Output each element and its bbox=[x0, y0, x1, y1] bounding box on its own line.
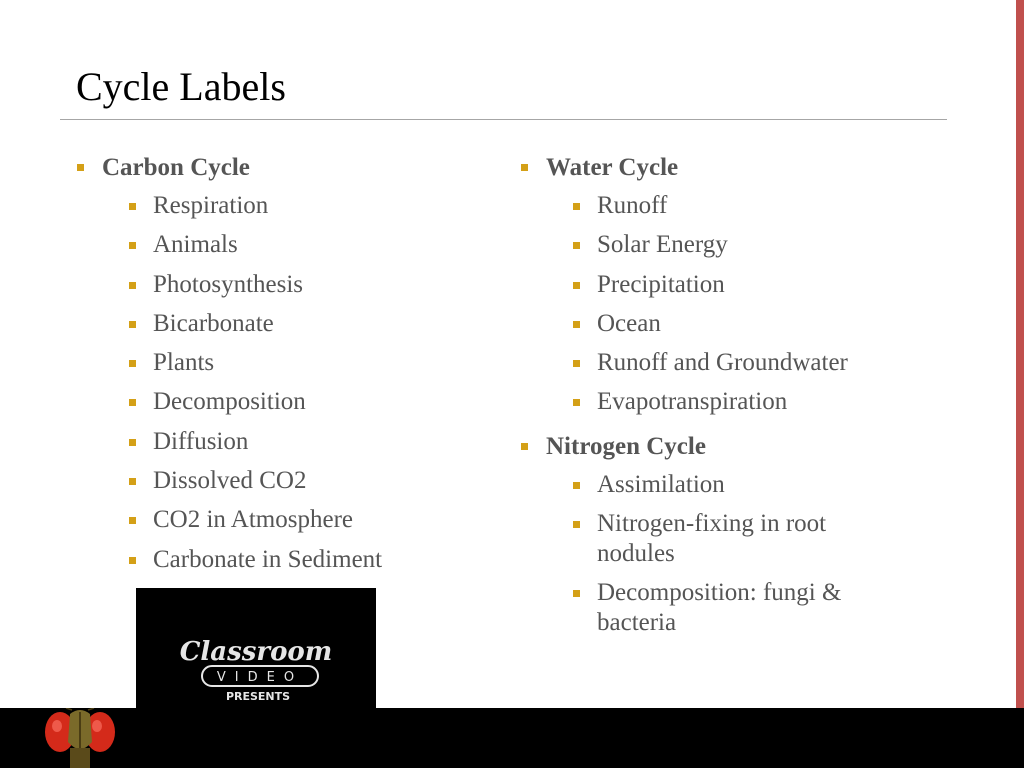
classroom-video-logo bbox=[136, 588, 376, 768]
video-thumbnail[interactable] bbox=[136, 588, 376, 768]
water-cycle-heading bbox=[520, 152, 940, 183]
logo-line2: VIDEO bbox=[216, 670, 304, 685]
list-item bbox=[76, 191, 476, 221]
bullet-icon bbox=[573, 521, 580, 528]
bullet-icon bbox=[129, 399, 136, 406]
fly-icon bbox=[40, 708, 120, 768]
bullet-icon bbox=[129, 321, 136, 328]
bullet-icon bbox=[129, 360, 136, 367]
right-accent-bar bbox=[1016, 0, 1024, 708]
list-item-label: Diffusion bbox=[153, 427, 249, 455]
list-item-label: Carbonate in Sediment bbox=[153, 545, 383, 573]
list-item-label: Respiration bbox=[153, 192, 269, 219]
list-item bbox=[76, 545, 476, 575]
list-item bbox=[76, 387, 476, 417]
bullet-icon bbox=[573, 203, 580, 210]
bullet-icon bbox=[129, 282, 136, 289]
bullet-icon bbox=[573, 321, 580, 328]
water-nitrogen-column bbox=[520, 152, 940, 648]
list-item bbox=[76, 270, 476, 300]
nitrogen-heading-label: Nitrogen Cycle bbox=[546, 432, 706, 460]
list-item bbox=[520, 509, 857, 569]
bullet-icon bbox=[573, 282, 580, 289]
bullet-icon bbox=[521, 164, 528, 171]
list-item-label: Animals bbox=[153, 231, 238, 259]
carbon-column bbox=[76, 152, 476, 584]
list-item-label: CO2 in Atmosphere bbox=[153, 506, 353, 534]
list-item-label: Plants bbox=[153, 349, 215, 377]
list-item bbox=[520, 578, 857, 638]
bullet-icon bbox=[521, 443, 528, 450]
list-item bbox=[520, 230, 940, 260]
list-item-label: Bicarbonate bbox=[153, 309, 274, 337]
water-heading-label: Water Cycle bbox=[546, 154, 679, 181]
list-item bbox=[520, 348, 940, 378]
list-item bbox=[76, 427, 476, 457]
list-item bbox=[76, 348, 476, 378]
list-item bbox=[76, 466, 476, 496]
bullet-icon bbox=[129, 478, 136, 485]
bullet-icon bbox=[573, 242, 580, 249]
list-item-label: Photosynthesis bbox=[153, 270, 304, 298]
bullet-icon bbox=[573, 399, 580, 406]
list-item-label: Decomposition bbox=[153, 388, 306, 416]
list-item-label: Runoff and Groundwater bbox=[597, 349, 848, 377]
bullet-icon bbox=[573, 360, 580, 367]
list-item bbox=[76, 230, 476, 260]
bullet-icon bbox=[129, 439, 136, 446]
list-item-label: Solar Energy bbox=[597, 231, 728, 259]
list-item-label: Ocean bbox=[597, 309, 661, 337]
list-item bbox=[520, 387, 940, 417]
bullet-icon bbox=[77, 164, 84, 171]
nitrogen-cycle-heading bbox=[520, 431, 940, 462]
title-divider bbox=[60, 119, 947, 120]
carbon-heading-label: Carbon Cycle bbox=[102, 154, 250, 181]
logo-line1: Classroom bbox=[179, 637, 333, 667]
bullet-icon bbox=[129, 557, 136, 564]
carbon-items-list bbox=[76, 191, 476, 575]
list-item bbox=[520, 270, 940, 300]
water-items-list bbox=[520, 191, 940, 417]
logo-line3: PRESENTS bbox=[225, 690, 291, 703]
list-item-label: Runoff bbox=[597, 192, 668, 219]
list-item bbox=[76, 309, 476, 339]
carbon-cycle-heading bbox=[76, 152, 476, 183]
list-item-label: Precipitation bbox=[597, 270, 725, 298]
bullet-icon bbox=[573, 590, 580, 597]
bullet-icon bbox=[129, 242, 136, 249]
list-item bbox=[520, 191, 940, 221]
bullet-icon bbox=[129, 517, 136, 524]
slide-title: Cycle Labels bbox=[76, 64, 286, 109]
list-item-label: Decomposition: fungi & bacteria bbox=[597, 579, 842, 637]
list-item bbox=[520, 470, 940, 500]
list-item-label: Evapotranspiration bbox=[597, 388, 788, 416]
list-item-label: Dissolved CO2 bbox=[153, 467, 307, 495]
bullet-icon bbox=[573, 482, 580, 489]
list-item-label: Nitrogen-fixing in root nodules bbox=[597, 510, 827, 568]
nitrogen-items-list bbox=[520, 470, 940, 639]
list-item bbox=[76, 505, 476, 535]
list-item bbox=[520, 309, 940, 339]
list-item-label: Assimilation bbox=[597, 470, 725, 498]
bullet-icon bbox=[129, 203, 136, 210]
